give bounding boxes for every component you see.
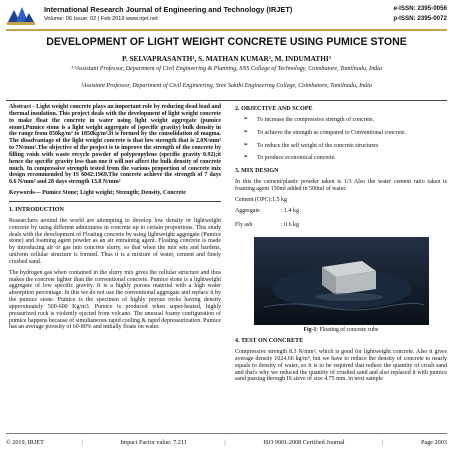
- footer-separator: |: [81, 438, 83, 446]
- irjet-logo: [6, 4, 36, 26]
- footer-rule: [6, 433, 447, 434]
- objective-item: ➢ To achieve the strength as compared to Conventional concrete.: [243, 127, 407, 136]
- arrow-bullet-icon: ➢: [243, 114, 249, 122]
- section-heading-objective: 2. OBJECTIVE AND SCOPE: [235, 106, 313, 112]
- footer-separator: |: [224, 438, 226, 446]
- keywords: [9, 190, 221, 197]
- volume-line: Volume: 06 Issue: 02 | Feb 2019 www.irjet.net: [44, 16, 158, 22]
- mix-row: [235, 222, 447, 229]
- paper-title: DEVELOPMENT OF LIGHT WEIGHT CONCRETE USING PUMICE STONE: [46, 36, 407, 48]
- figure-label: Fig-1: [303, 327, 317, 334]
- section-heading-mix-design: 3. MIX DESIGN: [235, 168, 279, 175]
- arrow-bullet-icon: ➢: [243, 140, 249, 148]
- arrow-bullet-icon: ➢: [243, 153, 249, 161]
- right-column: [235, 104, 447, 387]
- journal-name: International Research Journal of Engineering and Technology (IRJET): [44, 5, 293, 14]
- mix-cement: Cement (OPC):1.5 kg: [235, 196, 287, 203]
- intro-paragraph-2: The hydrogen gas when contained in the slurry mix gives the cellular structure and thus makes the concrete lighter than the conventional concrete. Pumice stone is a lightweight aggregate of low specific gravity. It is a highly porous material with a high water absorption percentage. In this we do not use the conventional aggregate and replace it by the pumice stone. Pumice is the specimen of highly porous rocks having density approximately 500-600 Kg/m3. Pumice is produced when super-heated, highly pressurized rock is violently ejected from volcano. The unusual foamy configuration of pumice happens because of simultaneous rapid cooling & rapid depressurization. Pumice has an average porosity of 60-80% and initially floats on water.: [9, 269, 221, 331]
- mix-key: Fly ash: [235, 222, 253, 229]
- section-heading-introduction: 1. INTRODUCTION: [9, 206, 64, 213]
- figure-caption-text: : Floating of concrete cube: [316, 327, 379, 334]
- eissn: e-ISSN: 2395-0056: [393, 5, 447, 12]
- abstract: [9, 104, 221, 186]
- objective-item: ➢ To reduce the self weight of the concrete structures: [243, 140, 379, 149]
- figure-caption: [235, 327, 447, 334]
- mix-value: : 0.6 kg: [281, 222, 299, 229]
- objective-item: ➢ To increase the compressive strength of concrete.: [243, 114, 375, 123]
- affiliation-1: ¹ ³Assistant Professor, Department of Civil Engineering & Planning, SNS College of Technology, Coimbatore, Tamilnadu, India: [71, 66, 382, 72]
- abstract-text: Light weight concrete plays an important role by reducing dead load and thermal insulation. This project deals with the development of light weight concrete to make float the concrete in water using light weight aggregate (pumice stone).Pumice stone is a light weight aggregate of (specific gravity) bulk density in the range from 850kg/m³ to 1850kg/m³.It is formed by the consolidation of magma. The disadvantage of the light weight concrete is that low strength that is 2.0N/mm² to 7N/mm².The objective of the project is to improve the strength of the concrete by filling voids with waste recycle powder of polypropylene (specific gravity 0.92);it hence the specific gravity less than one it will not affect the bulk density of concrete much. In compressive strength tested from the various proportion of concrete mix design recommended by IS 6042:1969.The concrete achieve the strength of 7 days 8.6 N/mm² and 28 days strength 13.8 N/mm²: [9, 104, 221, 186]
- footer-impact-factor: Impact Factor value: 7.211: [120, 438, 187, 446]
- page-footer: [6, 436, 447, 448]
- section-heading-test: 4. TEST ON CONCRETE: [235, 338, 304, 345]
- figure-floating-cube-photo: [254, 237, 429, 325]
- intro-paragraph-1: Researchers around the world are attempting to develop low density or lightweight concrete by using different admixtures in concrete up to certain proportions. This study deals with the development of Floating concrete by using lightweight aggregate (Pumice stone) and foaming agent powder as an air entraining agent. Floating concrete is made by introducing air or gas into concrete slurry, so that when the mix sets and hardens, uniform cellular structure is formed. Thus it is a mixture of water, cement and finely crushed sand.: [9, 217, 221, 265]
- journal-header: [6, 4, 447, 28]
- test-text: Compressive strength 8.3 N/mm², which is good for lightweight concrete. Also it gives average density 1024.66 kg/m³, but we have to reduce the density of concrete to nearly equals to density of water, so it is to be required that reduce the quantity of crush sand and that's why we reduced the quantity of crushed sand and also replaced it with pumice sand passing through IS sieve of size 4.75 mm. in next sample: [235, 348, 447, 383]
- abstract-label: Abstract -: [9, 104, 35, 110]
- header-rule: [6, 29, 447, 31]
- footer-iso: ISO 9001:2008 Certified Journal: [263, 438, 345, 446]
- keywords-text: Pumice Stone; Light weight; Strength; Density, Concrete: [40, 190, 186, 197]
- section-rule: [9, 201, 221, 202]
- mix-design-text: In this the cement/plastic powder taken is 1/3 Also the water cement ratio taken is foaming agent 150ml added in 500ml of water.: [235, 179, 447, 192]
- keywords-label: Keywords—: [9, 190, 41, 197]
- title-rule: [6, 100, 447, 101]
- left-column: [9, 104, 221, 335]
- mix-row: [235, 208, 447, 215]
- affiliation-2: ²Assistant Professor, Department of Civil Engineering, Sree Sakthi Engineering College, Coimbatore, Tamilnadu, India: [81, 83, 372, 89]
- mix-key: Aggregate: [235, 207, 260, 214]
- arrow-bullet-icon: ➢: [243, 127, 249, 135]
- pissn: p-ISSN: 2395-0072: [393, 15, 447, 22]
- mix-value: : 1.4 kg: [281, 207, 299, 214]
- objective-item: ➢ To produce economical concrete.: [243, 153, 336, 162]
- footer-page-number: Page 2003: [421, 438, 447, 446]
- footer-copyright: © 2019, IRJET: [6, 438, 44, 446]
- footer-separator: |: [382, 438, 384, 446]
- objective-list: [235, 114, 447, 162]
- paper-authors: P. SELVAPRASANTH¹, S. MATHAN KUMAR², M. INDUMATHI³: [122, 54, 331, 63]
